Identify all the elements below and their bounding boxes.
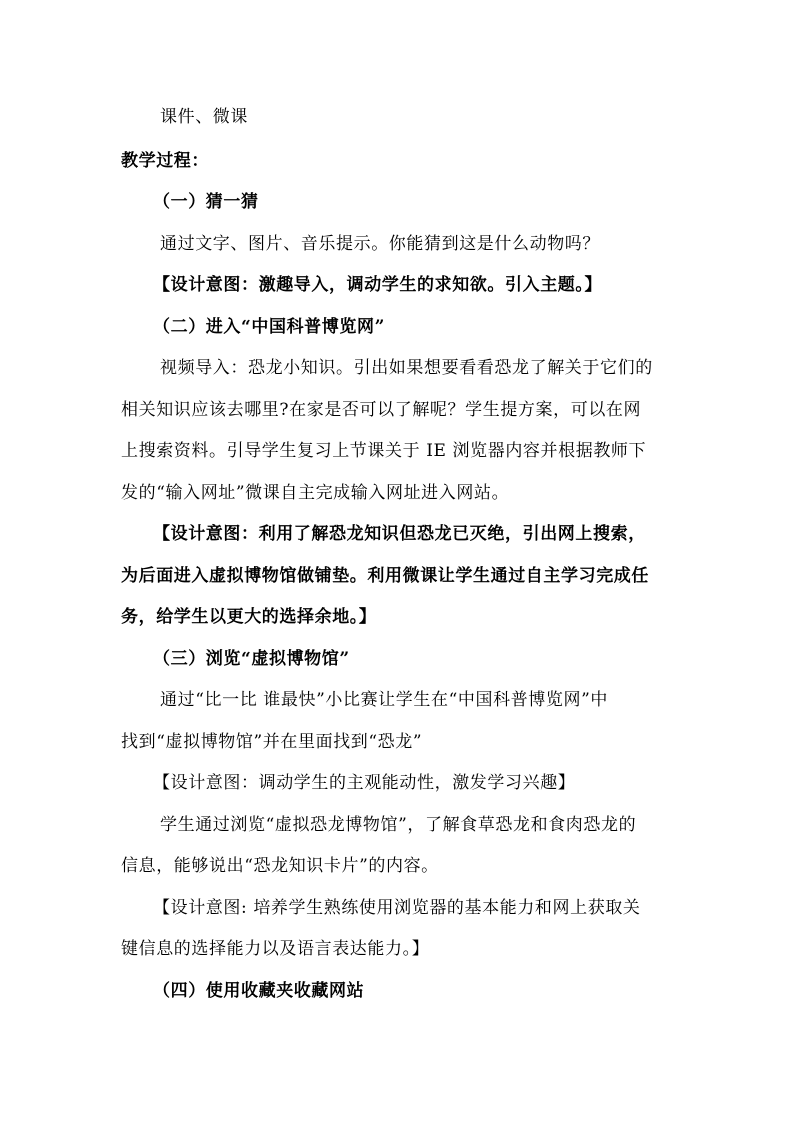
design-intent-3: 【设计意图：调动学生的主观能动性，激发学习兴趣】 — [153, 773, 576, 793]
paragraph-line: 学生通过浏览“虚拟恐龙博物馆”，了解食草恐龙和食肉恐龙的 — [160, 815, 637, 835]
paragraph-line: 信息，能够说出“恐龙知识卡片”的内容。 — [121, 856, 439, 876]
subsection-heading-4: （四）使用收藏夹收藏网站 — [153, 981, 365, 1001]
design-intent-1: 【设计意图：激趣导入，调动学生的求知欲。引入主题。】 — [153, 275, 603, 295]
subsection-heading-3: （三）浏览“虚拟博物馆” — [153, 649, 350, 669]
design-intent-2-cont: 务，给学生以更大的选择余地。】 — [121, 607, 377, 627]
design-intent-2: 【设计意图：利用了解恐龙知识但恐龙已灭绝，引出网上搜索， — [153, 524, 646, 544]
design-intent-4: 【设计意图: 培养学生熟练使用浏览器的基本能力和网上获取关 — [153, 898, 641, 918]
paragraph-line: 通过文字、图片、音乐提示。你能猜到这是什么动物吗？ — [160, 234, 600, 254]
section-heading-teaching-process: 教学过程： — [121, 151, 209, 171]
paragraph-line: 上搜索资料。引导学生复习上节课关于 IE 浏览器内容并根据教师下 — [121, 441, 647, 461]
subsection-heading-2: （二）进入“中国科普博览网” — [153, 317, 385, 337]
paragraph-line: 相关知识应该去哪里?在家是否可以了解呢？学生提方案，可以在网 — [121, 400, 642, 420]
paragraph-line: 找到“虚拟博物馆”并在里面找到“恐龙” — [121, 732, 423, 752]
materials-line: 课件、微课 — [160, 107, 248, 127]
paragraph-line: 发的“输入网址”微课自主完成输入网址进入网站。 — [121, 483, 510, 503]
paragraph-line: 视频导入：恐龙小知识。引出如果想要看看恐龙了解关于它们的 — [160, 358, 653, 378]
paragraph-line: 通过“比一比 谁最快”小比赛让学生在“中国科普博览网”中 — [160, 690, 608, 710]
design-intent-4-cont: 键信息的选择能力以及语言表达能力。】 — [121, 939, 430, 959]
design-intent-2-cont: 为后面进入虚拟博物馆做铺垫。利用微课让学生通过自主学习完成任 — [121, 566, 649, 586]
subsection-heading-1: （一）猜一猜 — [153, 192, 259, 212]
